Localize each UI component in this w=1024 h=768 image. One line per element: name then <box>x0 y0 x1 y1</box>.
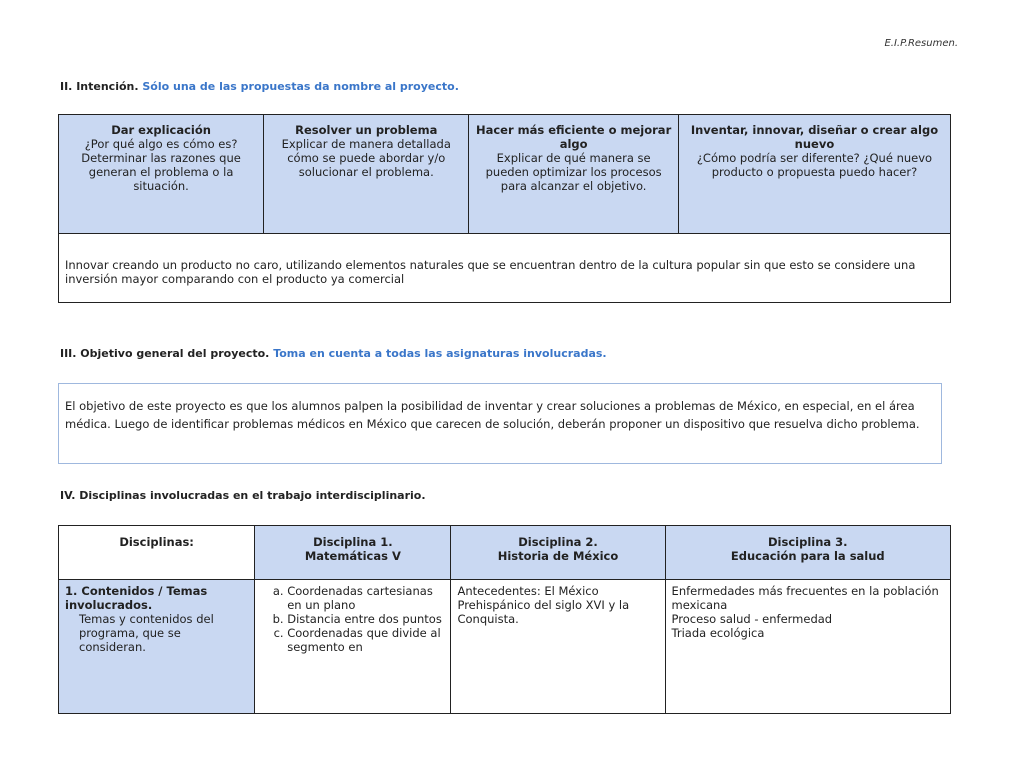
intention-table <box>58 114 951 303</box>
section-intention-hint: Sólo una de las propuestas da nombre al proyecto. <box>142 80 459 93</box>
discipline-1-header <box>255 526 451 580</box>
discipline-1-number: Disciplina 1. <box>313 535 393 549</box>
intention-option-solve <box>264 115 469 234</box>
discipline-2-name: Historia de México <box>497 549 619 563</box>
intention-option-invent <box>678 115 950 234</box>
option-body: ¿Cómo podría ser diferente? ¿Qué nuevo producto o propuesta puedo hacer? <box>696 151 933 179</box>
discipline-3-contents <box>665 580 950 714</box>
list-item: a. Coordenadas cartesianas en un plano <box>287 584 444 612</box>
contents-row-header <box>59 580 255 714</box>
discipline-3-header <box>665 526 950 580</box>
contents-row-subtitle: Temas y contenidos del programa, que se consideran. <box>79 612 214 654</box>
section-intention-title <box>60 80 459 93</box>
intention-option-improve <box>469 115 679 234</box>
list-item: Proceso salud - enfermedad <box>671 612 833 626</box>
option-title: Dar explicación <box>111 123 211 137</box>
section-intention-label: II. Intención. <box>60 80 139 93</box>
contents-row-title: 1. Contenidos / Temas involucrados. <box>65 584 208 612</box>
section-objective-label: III. Objetivo general del proyecto. <box>60 347 270 360</box>
list-item: Enfermedades más frecuentes en la población mexicana <box>671 584 939 612</box>
option-body: Explicar de manera detallada cómo se puede abordar y/o solucionar el problema. <box>281 137 451 179</box>
section-disciplines-title: IV. Disciplinas involucradas en el trabajo interdisciplinario. <box>60 489 426 502</box>
discipline-1-contents <box>255 580 451 714</box>
section-objective-title <box>60 347 607 360</box>
intention-option-explain <box>59 115 264 234</box>
section-objective-hint: Toma en cuenta a todas las asignaturas involucradas. <box>273 347 607 360</box>
discipline-3-number: Disciplina 3. <box>768 535 848 549</box>
option-title: Resolver un problema <box>295 123 438 137</box>
list-item: b. Distancia entre dos puntos <box>287 612 444 626</box>
list-item: c. Coordenadas que divide al segmento en <box>287 626 444 654</box>
intention-answer: Innovar creando un producto no caro, utilizando elementos naturales que se encuentran dentro de la cultura popular sin que esto se considere una inversión mayor comparando con el producto ya comercial <box>59 234 951 303</box>
option-body: ¿Por qué algo es cómo es? Determinar las razones que generan el problema o la situación. <box>81 137 241 193</box>
discipline-2-contents: Antecedentes: El México Prehispánico del siglo XVI y la Conquista. <box>451 580 665 714</box>
objective-text: El objetivo de este proyecto es que los alumnos palpen la posibilidad de inventar y crear soluciones a problemas de México, en especial, en el área médica. Luego de identificar problemas médicos en México que carecen de solución, deberán proponer un dispositivo que resuelva dicho problema. <box>58 383 942 464</box>
option-title: Hacer más eficiente o mejorar algo <box>475 123 672 151</box>
discipline-3-name: Educación para la salud <box>730 549 885 563</box>
discipline-2-header <box>451 526 665 580</box>
discipline-1-list <box>261 584 444 654</box>
list-item: Triada ecológica <box>671 626 765 640</box>
disciplines-table <box>58 525 951 714</box>
option-title: Inventar, innovar, diseñar o crear algo nuevo <box>690 123 939 151</box>
discipline-1-name: Matemáticas V <box>304 549 401 563</box>
document-tag: E.I.P.Resumen. <box>884 38 958 49</box>
discipline-2-number: Disciplina 2. <box>518 535 598 549</box>
disciplines-header-label: Disciplinas: <box>59 526 255 580</box>
option-body: Explicar de qué manera se pueden optimizar los procesos para alcanzar el objetivo. <box>485 151 662 193</box>
